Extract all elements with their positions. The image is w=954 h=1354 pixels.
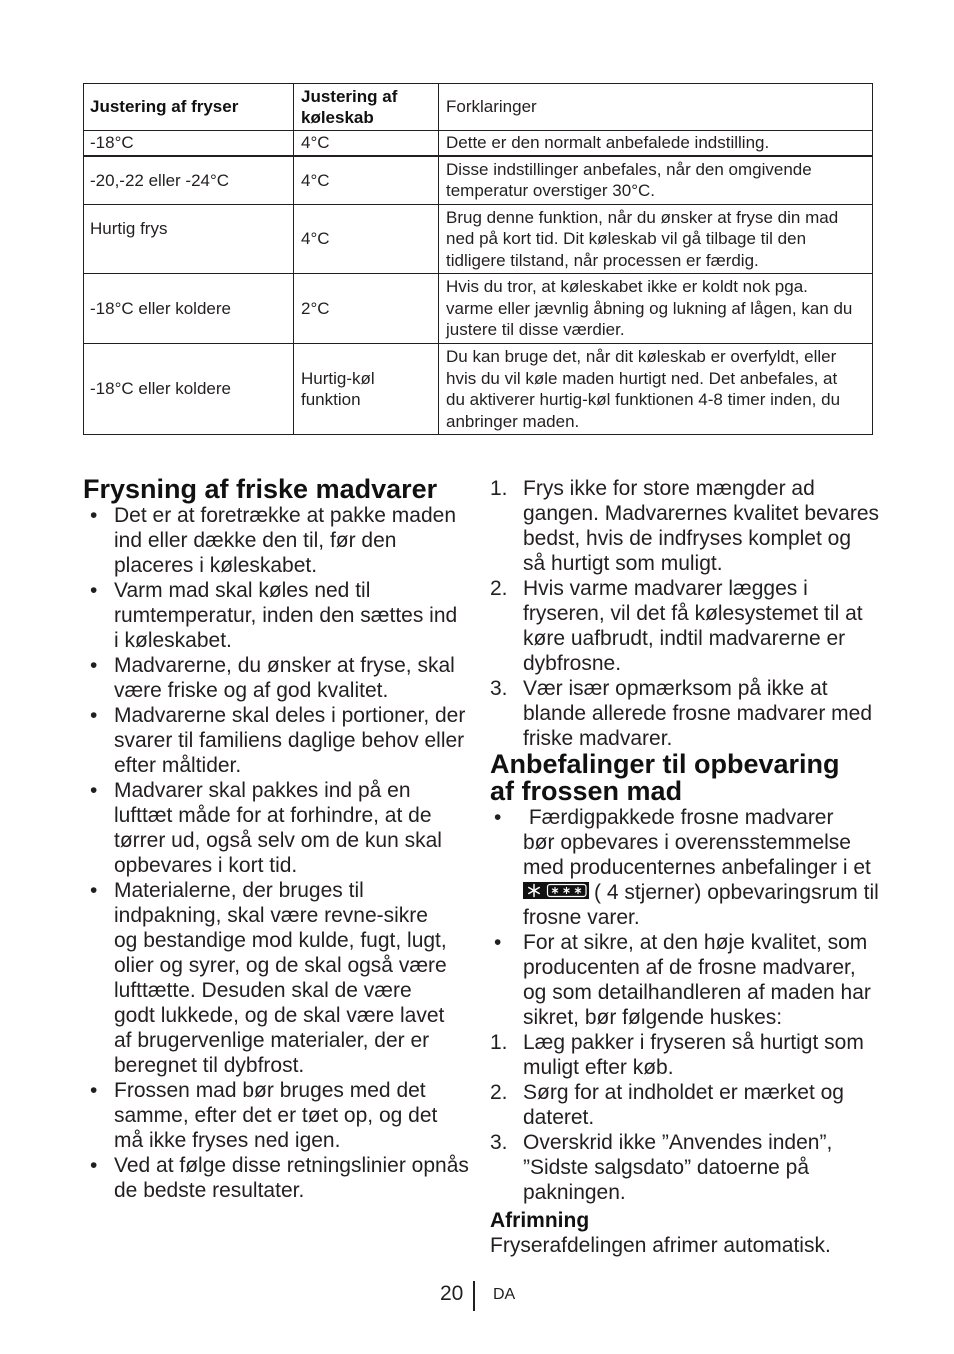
text-line: bør opbevares i overensstemmelse [523,830,851,854]
text-line: af brugervenlige materialer, der er [114,1028,430,1052]
freezing-guidelines-list [83,503,468,1203]
explanation-cell [439,344,873,435]
text-line: Sørg for at indholdet er mærket og [523,1080,844,1104]
text-line: opbevares i kort tid. [114,853,298,877]
bullet-marker: • [90,503,98,527]
list-item [490,676,890,751]
freezer-setting-cell [84,274,294,344]
text-line: muligt efter køb. [523,1055,674,1079]
text-line: Det er at foretrække at pakke maden [114,503,456,527]
cell-text-line: varme eller jævnlig åbning og lukning af lågen, kan du [446,298,853,318]
text-line: køre uafbrudt, indtil madvarerne er [523,626,846,650]
bullet-marker: • [90,653,98,677]
cell-text-line: køleskab [301,108,374,127]
cell-text-line: 4°C [301,133,330,152]
text-line: Varm mad skal køles ned til [114,578,371,602]
table-row [84,156,873,205]
cell-text-line: Hurtig-køl [301,368,375,388]
list-item-text [523,676,890,751]
text-line: blande allerede frosne madvarer med [523,701,873,725]
freezing-tips-list [490,476,890,751]
text-line: gangen. Madvarernes kvalitet bevares [523,501,880,525]
text-line: friske madvarer. [523,726,673,750]
text-line: Madvarer skal pakkes ind på en [114,778,411,802]
table-row [84,344,873,435]
list-item-text [523,576,890,676]
section-heading [490,748,890,806]
text-line: svarer til familiens daglige behov eller [114,728,465,752]
cell-text-line: Brug denne funktion, når du ønsker at fryse din mad [446,207,839,227]
text-line: sikret, bør følgende huskes: [523,1005,783,1029]
text-line: i køleskabet. [114,628,232,652]
text-line: rumtemperatur, inden den sættes ind [114,603,458,627]
text-line: Frys ikke for store mængder ad [523,476,815,500]
storage-steps-list [490,1030,890,1205]
cell-text-line: funktion [301,390,361,409]
list-item-text [523,476,890,576]
explanation-cell [439,274,873,344]
cell-text-line: Disse indstillinger anbefales, når den omgivende [446,159,812,179]
fridge-setting-cell [294,274,439,344]
text-line: ind eller dække den til, før den [114,528,397,552]
text-line: placeres i køleskabet. [114,553,318,577]
text-line: Færdigpakkede frosne madvarer [523,805,834,829]
number-marker: 3. [490,676,508,700]
list-item [490,576,890,676]
cell-text-line: 2°C [301,298,330,318]
text-line: Ved at følge disse retningslinier opnås [114,1153,469,1177]
list-item [83,503,468,578]
list-item [83,778,468,878]
text-line: olier og syrer, og de skal også være [114,953,447,977]
text-line: producenten af de frosne madvarer, [523,955,856,979]
text-line: Hvis varme madvarer lægges i [523,576,808,600]
list-item-text [523,1030,890,1080]
list-item [490,930,890,1030]
footer-divider [473,1281,475,1311]
text-line: bedst, hvis de indfryses komplet og [523,526,852,550]
text-line: og bestandige mod kulde, fugt, lugt, [114,928,447,952]
bullet-marker: • [90,578,98,602]
list-item-text [114,703,468,778]
list-item [490,1130,890,1205]
list-item-text [523,1080,890,1130]
text-line: beregnet til dybfrost. [114,1053,305,1077]
bullet-marker: • [90,778,98,802]
text-line: lufttæt måde for at forhindre, at de [114,803,432,827]
text-line: tørrer ud, også selv om de kun skal [114,828,442,852]
cell-text-line: Du kan bruge det, når dit køleskab er overfyldt, eller [446,347,837,366]
bullet-marker: • [90,1078,98,1102]
freezer-setting-cell [84,84,294,131]
four-star-freezer-icon [523,882,589,899]
list-item-text [523,805,890,930]
cell-text-line: ned på kort tid. Dit køleskab vil gå tilbage til den [446,229,807,249]
list-item-text [114,503,468,578]
list-item-text [114,778,468,878]
text-line: Madvarerne, du ønsker at fryse, skal [114,653,455,677]
cell-text-line: Forklaringer [446,97,537,117]
number-marker: 1. [490,1030,508,1054]
number-marker: 2. [490,1080,508,1104]
text-line: Overskrid ikke ”Anvendes inden”, [523,1130,833,1154]
text-line: pakningen. [523,1180,626,1204]
heading-line: Anbefalinger til opbevaring [490,748,840,779]
text-line: dybfrosne. [523,651,622,675]
bullet-marker: • [90,703,98,727]
temperature-settings-table [83,83,873,435]
freezer-setting-cell [84,156,294,205]
list-item [83,878,468,1078]
table-row [84,131,873,156]
freezer-setting-cell [84,131,294,156]
text-line: må ikke fryses ned igen. [114,1128,341,1152]
cell-text-line: -18°C [90,133,134,152]
list-item [83,653,468,703]
fridge-setting-cell [294,84,439,131]
cell-text-line: 4°C [301,229,330,249]
text-line: Vær især opmærksom på ikke at [523,676,828,700]
table-row [84,205,873,274]
list-item [490,476,890,576]
list-item-text [114,1078,468,1153]
number-marker: 2. [490,576,508,600]
freezer-setting-cell [84,205,294,274]
cell-text-line: Justering af [301,86,398,106]
defrost-heading: Afrimning [490,1208,590,1232]
list-item [83,578,468,653]
cell-text-line: justere til disse værdier. [446,320,625,340]
cell-text-line: Dette er den normalt anbefalede indstilling. [446,133,770,152]
list-item [490,1080,890,1130]
text-line: For at sikre, at den høje kvalitet, som [523,930,868,954]
list-item-text [114,578,468,653]
explanation-cell [439,156,873,205]
cell-text-line: 4°C [301,170,330,190]
text-line-with-icon [523,880,890,905]
text-line: Madvarerne skal deles i portioner, der [114,703,466,727]
text-line: efter måltider. [114,753,242,777]
text-line: ( 4 stjerner) opbevaringsrum til [594,880,879,904]
bullet-marker: • [494,930,502,954]
fridge-setting-cell [294,344,439,435]
table-header-row [84,84,873,131]
text-line: samme, efter det er tøet op, og det [114,1103,438,1127]
text-line: så hurtigt som muligt. [523,551,723,575]
cell-text-line: -18°C eller koldere [90,298,231,318]
text-line: fryseren, vil det få kølesystemet til at [523,601,863,625]
cell-text-line: Hvis du tror, at køleskabet ikke er koldt nok pga. [446,277,808,297]
list-item [83,1078,468,1153]
language-code: DA [493,1286,516,1303]
bullet-marker: • [90,1153,98,1177]
cell-text-line: anbringer maden. [446,411,580,431]
list-item [83,1153,468,1203]
cell-text-line: temperatur overstiger 30°C. [446,181,655,201]
bullet-marker: • [90,878,98,902]
fridge-setting-cell [294,205,439,274]
list-item-text [114,878,468,1078]
text-line: Materialerne, der bruges til [114,878,364,902]
defrost-text: Fryserafdelingen afrimer automatisk. [490,1233,831,1257]
section-heading: Frysning af friske madvarer [83,473,438,504]
cell-text-line: Justering af fryser [90,97,239,117]
freezer-setting-cell [84,344,294,435]
text-line: være friske og af god kvalitet. [114,678,389,702]
list-item-text [523,930,890,1030]
list-item [490,1030,890,1080]
text-line: dateret. [523,1105,595,1129]
cell-text-line: -20,-22 eller -24°C [90,170,230,190]
text-line: de bedste resultater. [114,1178,305,1202]
four-star-freezer-symbol [523,882,589,899]
bullet-marker: • [494,805,502,829]
explanation-cell [439,131,873,156]
text-line: indpakning, skal være revne-sikre [114,903,428,927]
freezing-fresh-food-section [83,473,469,1203]
cell-text-line: tidligere tilstand, når processen er færdig. [446,250,759,270]
text-line: godt lukkede, og de skal være lavet [114,1003,445,1027]
text-line: med producenternes anbefalinger i et [523,855,871,879]
right-column [490,476,890,1258]
fridge-setting-cell [294,156,439,205]
list-item [490,805,890,930]
list-item-text [114,653,468,703]
number-marker: 3. [490,1130,508,1154]
cell-text-line: du aktiverer hurtig-køl funktionen 4-8 timer inden, du [446,390,841,409]
heading-line: af frossen mad [490,775,683,806]
table-body [84,84,873,435]
storage-recommendations-list [490,805,890,1030]
page-number: 20 [440,1282,464,1305]
text-line: ”Sidste salgsdato” datoerne på [523,1155,810,1179]
text-line: Frossen mad bør bruges med det [114,1078,426,1102]
list-item-text [114,1153,468,1203]
list-item-text [523,1130,890,1205]
cell-text-line: hvis du vil køle maden hurtigt ned. Det anbefales, at [446,368,838,388]
text-line: lufttætte. Desuden skal de være [114,978,412,1002]
cell-text-line: -18°C eller koldere [90,379,231,399]
text-line: og som detailhandleren af maden har [523,980,871,1004]
table-row [84,274,873,344]
explanation-cell [439,84,873,131]
fridge-setting-cell [294,131,439,156]
number-marker: 1. [490,476,508,500]
cell-text-line: Hurtig frys [90,219,168,238]
list-item [83,703,468,778]
text-line: frosne varer. [523,905,640,929]
text-line: Læg pakker i fryseren så hurtigt som [523,1030,864,1054]
explanation-cell [439,205,873,274]
